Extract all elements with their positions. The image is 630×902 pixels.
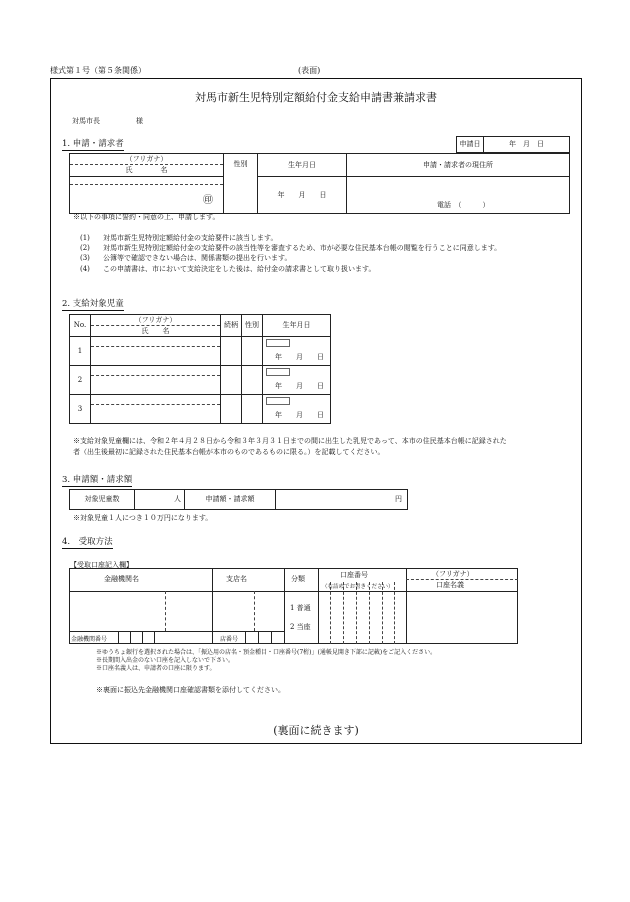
child-relation-field[interactable] bbox=[221, 366, 242, 395]
birth-units: 年 月 日 bbox=[275, 411, 324, 419]
consent-item-text: この申請書は、市において支給決定をした後は、給付金の請求書として取り扱います。 bbox=[103, 265, 376, 273]
account-box-label: 【受取口座記入欄】 bbox=[70, 561, 133, 569]
child-gender-header: 性別 bbox=[242, 315, 263, 337]
application-date-table bbox=[456, 136, 570, 153]
consent-item-no: (2) bbox=[80, 244, 90, 252]
account-note: ※ゆうちょ銀行を選択された場合は、「振込用の店名・預金種目・口座番号(7桁)」(通帳見開き下部に記載)をご記入ください。 bbox=[96, 649, 437, 656]
account-note: ※口座名義人は、申請者の口座に限ります。 bbox=[96, 665, 216, 672]
child-count-field[interactable] bbox=[135, 490, 185, 510]
child-gender-field[interactable] bbox=[242, 395, 263, 424]
child-relation-field[interactable] bbox=[221, 395, 242, 424]
phone-label: 電話 （ ） bbox=[437, 201, 490, 209]
amount-label: 申請額・請求額 bbox=[185, 490, 276, 510]
child-furigana-header: （フリガナ） bbox=[91, 315, 221, 326]
section-1-heading: 1. 申請・請求者 bbox=[62, 139, 124, 149]
child-row-number: 2 bbox=[70, 366, 91, 395]
attachment-note: ※裏面に振込先金融機関口座確認書類を添付してください。 bbox=[96, 686, 285, 694]
child-birth-field[interactable] bbox=[263, 366, 331, 395]
consent-item-no: (1) bbox=[80, 234, 90, 242]
applicant-birth-field[interactable]: 年 月 日 bbox=[258, 177, 347, 214]
children-note-line2: 者（出生後最初に記録された住民基本台帳が本市のものであるものに限る。）を記載してください。 bbox=[73, 448, 385, 456]
count-unit: 人 bbox=[174, 495, 181, 504]
type-option-ordinary[interactable]: 1 普通 bbox=[290, 604, 311, 612]
child-name-field[interactable] bbox=[91, 395, 221, 424]
applicant-table bbox=[69, 153, 570, 214]
child-name-field[interactable] bbox=[91, 366, 221, 395]
account-number-header: 口座番号 bbox=[340, 571, 368, 579]
child-birth-field[interactable] bbox=[263, 337, 331, 366]
section-4-heading: 4. 受取方法 bbox=[62, 537, 113, 547]
bank-code-label: 金融機関番号 bbox=[71, 636, 108, 643]
birth-units: 年 月 日 bbox=[275, 382, 324, 390]
child-row-number: 3 bbox=[70, 395, 91, 424]
branch-name-header: 支店名 bbox=[226, 575, 247, 583]
side-label: (表面) bbox=[298, 66, 321, 75]
amount-note: ※対象児童１人につき１０万円になります。 bbox=[73, 514, 213, 522]
amount-unit: 円 bbox=[395, 495, 402, 504]
child-row-number: 1 bbox=[70, 337, 91, 366]
holder-name-header: 口座名義 bbox=[436, 581, 464, 589]
child-row bbox=[70, 337, 331, 366]
child-name-field[interactable] bbox=[91, 337, 221, 366]
child-gender-field[interactable] bbox=[242, 337, 263, 366]
section-2-heading: 2. 支給対象児童 bbox=[62, 299, 124, 309]
consent-item-no: (3) bbox=[80, 254, 90, 262]
account-number-note: （右詰めでお書きください） bbox=[322, 584, 394, 590]
applicant-name-field[interactable] bbox=[70, 177, 224, 214]
applicant-address-field[interactable] bbox=[347, 177, 570, 214]
addressee: 対馬市長 bbox=[72, 117, 100, 125]
child-row bbox=[70, 395, 331, 424]
amount-field[interactable] bbox=[276, 490, 408, 510]
child-relation-field[interactable] bbox=[221, 337, 242, 366]
account-note: ※長期間入出金のない口座を記入しないで下さい。 bbox=[96, 657, 235, 664]
continued-on-back: (裏面に続きます) bbox=[273, 724, 359, 737]
date-field[interactable]: 年 月 日 bbox=[484, 137, 570, 153]
child-count-label: 対象児童数 bbox=[70, 490, 135, 510]
form-title: 対馬市新生児特別定額給付金支給申請書兼請求書 bbox=[195, 91, 437, 104]
bank-name-header: 金融機関名 bbox=[104, 575, 139, 583]
child-birth-header: 生年月日 bbox=[263, 315, 331, 337]
holder-furigana-header: （フリガナ） bbox=[432, 570, 474, 578]
gender-label: 性別 bbox=[224, 154, 258, 214]
furigana-label: （フリガナ） bbox=[70, 154, 224, 165]
name-label: 氏 名 bbox=[70, 165, 224, 177]
type-option-checking[interactable]: 2 当座 bbox=[290, 623, 311, 631]
consent-item-text: 公簿等で確認できない場合は、関係書類の提出を行います。 bbox=[103, 254, 292, 262]
consent-item-text: 対馬市新生児特別定額給付金の支給要件の該当性等を審査するため、市が必要な住民基本台帳の閲覧を行うことに同意します。 bbox=[103, 244, 502, 252]
seal-icon: ㊞ bbox=[203, 195, 213, 206]
child-birth-field[interactable] bbox=[263, 395, 331, 424]
date-label: 申請日 bbox=[457, 137, 484, 153]
children-note-line1: ※支給対象児童欄には、令和２年４月２８日から令和３年３月３１日までの間に出生した乳児であって、本市の住民基本台帳に記録された bbox=[73, 437, 507, 445]
child-row bbox=[70, 366, 331, 395]
section-3-heading: 3. 申請額・請求額 bbox=[62, 475, 133, 485]
consent-item-text: 対馬市新生児特別定額給付金の支給要件に該当します。 bbox=[103, 234, 278, 242]
birth-units: 年 月 日 bbox=[275, 353, 324, 361]
child-name-header: 氏 名 bbox=[91, 326, 221, 337]
branch-code-label: 店番号 bbox=[220, 636, 239, 643]
addressee-honorific: 様 bbox=[136, 117, 143, 125]
amount-table bbox=[69, 489, 408, 510]
relation-header: 続柄 bbox=[221, 315, 242, 337]
form-number: 様式第１号（第５条関係） bbox=[50, 66, 146, 75]
consent-note: ※以下の事項に誓約・同意の上、申請します。 bbox=[73, 213, 220, 221]
consent-item-no: (4) bbox=[80, 265, 90, 273]
account-type-header: 分類 bbox=[291, 575, 305, 583]
birth-label: 生年月日 bbox=[258, 154, 347, 177]
children-table bbox=[69, 314, 331, 424]
child-gender-field[interactable] bbox=[242, 366, 263, 395]
address-label: 申請・請求者の現住所 bbox=[347, 154, 570, 177]
no-header: No. bbox=[70, 315, 91, 337]
